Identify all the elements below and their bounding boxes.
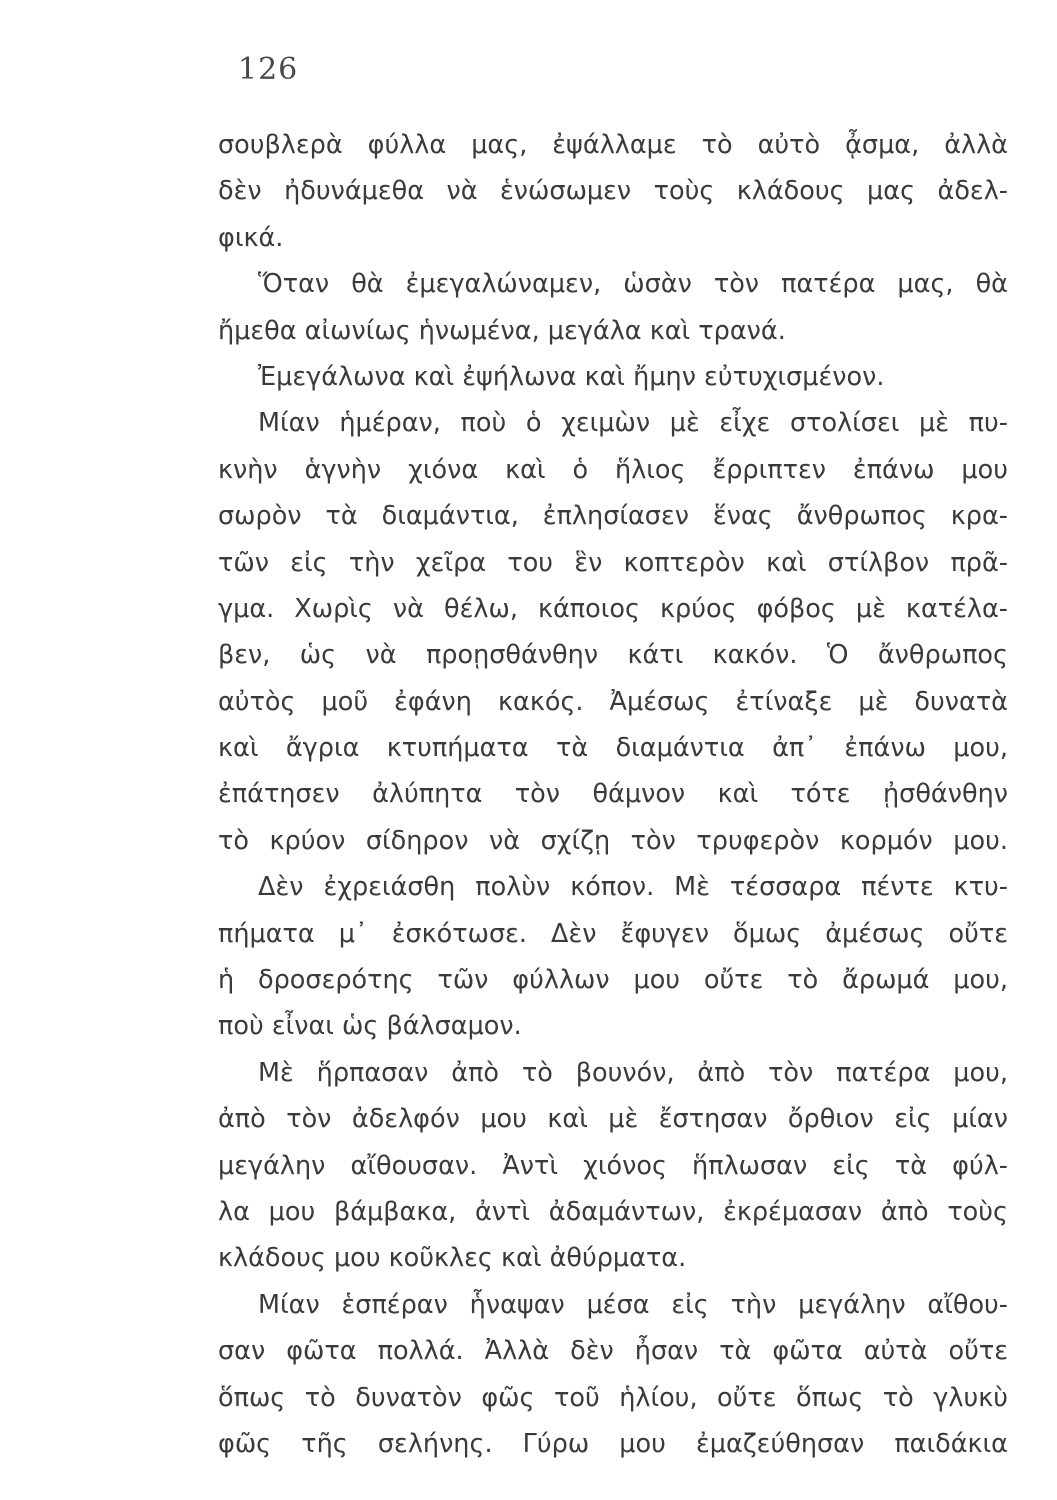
text-line: φῶς τῆς σελήνης. Γύρω μου ἐμαζεύθησαν παιδάκια: [218, 1428, 1008, 1459]
text-line: τῶν εἰς τὴν χεῖρα του ἓν κοπτερὸν καὶ στίλβον πρᾶ-: [218, 547, 1008, 578]
text-line: σουβλερὰ φύλλα μας, ἐψάλλαμε τὸ αὐτὸ ᾆσμα, ἀλλὰ: [218, 130, 1008, 160]
text-line: Ἐμεγάλωνα καὶ ἐψήλωνα καὶ ἤμην εὐτυχισμένον.: [258, 361, 885, 392]
text-line: Μὲ ἥρπασαν ἀπὸ τὸ βουνόν, ἀπὸ τὸν πατέρα μου,: [258, 1057, 1008, 1088]
text-line: κλάδους μου κοῦκλες καὶ ἀθύρματα.: [218, 1243, 687, 1274]
text-line: ἤμεθα αἰωνίως ἡνωμένα, μεγάλα καὶ τρανά.: [218, 315, 786, 346]
body-text: [218, 122, 1008, 1467]
text-line: καὶ ἄγρια κτυπήματα τὰ διαμάντια ἀπ᾽ ἐπάνω μου,: [218, 733, 1008, 764]
text-line: τὸ κρύον σίδηρον νὰ σχίζῃ τὸν τρυφερὸν κορμόν μου.: [218, 825, 1008, 856]
text-line: δὲν ἠδυνάμεθα νὰ ἑνώσωμεν τοὺς κλάδους μας ἀδελ-: [218, 176, 1008, 207]
text-line: ἐπάτησεν ἀλύπητα τὸν θάμνον καὶ τότε ᾐσθάνθην: [218, 779, 1008, 810]
text-line: μεγάλην αἴθουσαν. Ἀντὶ χιόνος ἥπλωσαν εἰς τὰ φύλ-: [218, 1150, 1008, 1181]
text-line: πήματα μ᾽ ἐσκότωσε. Δὲν ἔφυγεν ὅμως ἀμέσως οὔτε: [218, 918, 1008, 949]
text-line: κνὴν ἁγνὴν χιόνα καὶ ὁ ἥλιος ἔρριπτεν ἐπάνω μου: [218, 454, 1008, 485]
text-line: Μίαν ἡμέραν, ποὺ ὁ χειμὼν μὲ εἶχε στολίσει μὲ πυ-: [258, 408, 1008, 439]
text-line: σαν φῶτα πολλά. Ἀλλὰ δὲν ἦσαν τὰ φῶτα αὐτὰ οὔτε: [218, 1336, 1008, 1367]
text-line: Μίαν ἑσπέραν ἧναψαν μέσα εἰς τὴν μεγάλην αἴθου-: [258, 1289, 1008, 1320]
text-line: ὅπως τὸ δυνατὸν φῶς τοῦ ἡλίου, οὔτε ὅπως τὸ γλυκὺ: [218, 1382, 1008, 1413]
text-line: ποὺ εἶναι ὡς βάλσαμον.: [218, 1011, 522, 1042]
page-number: 126: [238, 52, 299, 87]
text-line: λα μου βάμβακα, ἀντὶ ἀδαμάντων, ἐκρέμασαν ἀπὸ τοὺς: [218, 1196, 1008, 1227]
text-line: γμα. Χωρὶς νὰ θέλω, κάποιος κρύος φόβος μὲ κατέλα-: [218, 593, 1008, 624]
text-line: βεν, ὡς νὰ προῃσθάνθην κάτι κακόν. Ὁ ἄνθρωπος: [218, 640, 1008, 671]
text-line: Ὅταν θὰ ἐμεγαλώναμεν, ὡσὰν τὸν πατέρα μας, θὰ: [258, 269, 1008, 300]
text-line: ἡ δροσερότης τῶν φύλλων μου οὔτε τὸ ἄρωμά μου,: [218, 965, 1008, 996]
text-line: Δὲν ἐχρειάσθη πολὺν κόπον. Μὲ τέσσαρα πέντε κτυ-: [258, 872, 1008, 903]
text-line: αὐτὸς μοῦ ἐφάνη κακός. Ἀμέσως ἐτίναξε μὲ δυνατὰ: [218, 686, 1008, 717]
text-line: φικά.: [218, 222, 284, 253]
text-line: σωρὸν τὰ διαμάντια, ἐπλησίασεν ἕνας ἄνθρωπος κρα-: [218, 501, 1008, 532]
text-line: ἀπὸ τὸν ἀδελφόν μου καὶ μὲ ἔστησαν ὄρθιον εἰς μίαν: [218, 1104, 1008, 1135]
